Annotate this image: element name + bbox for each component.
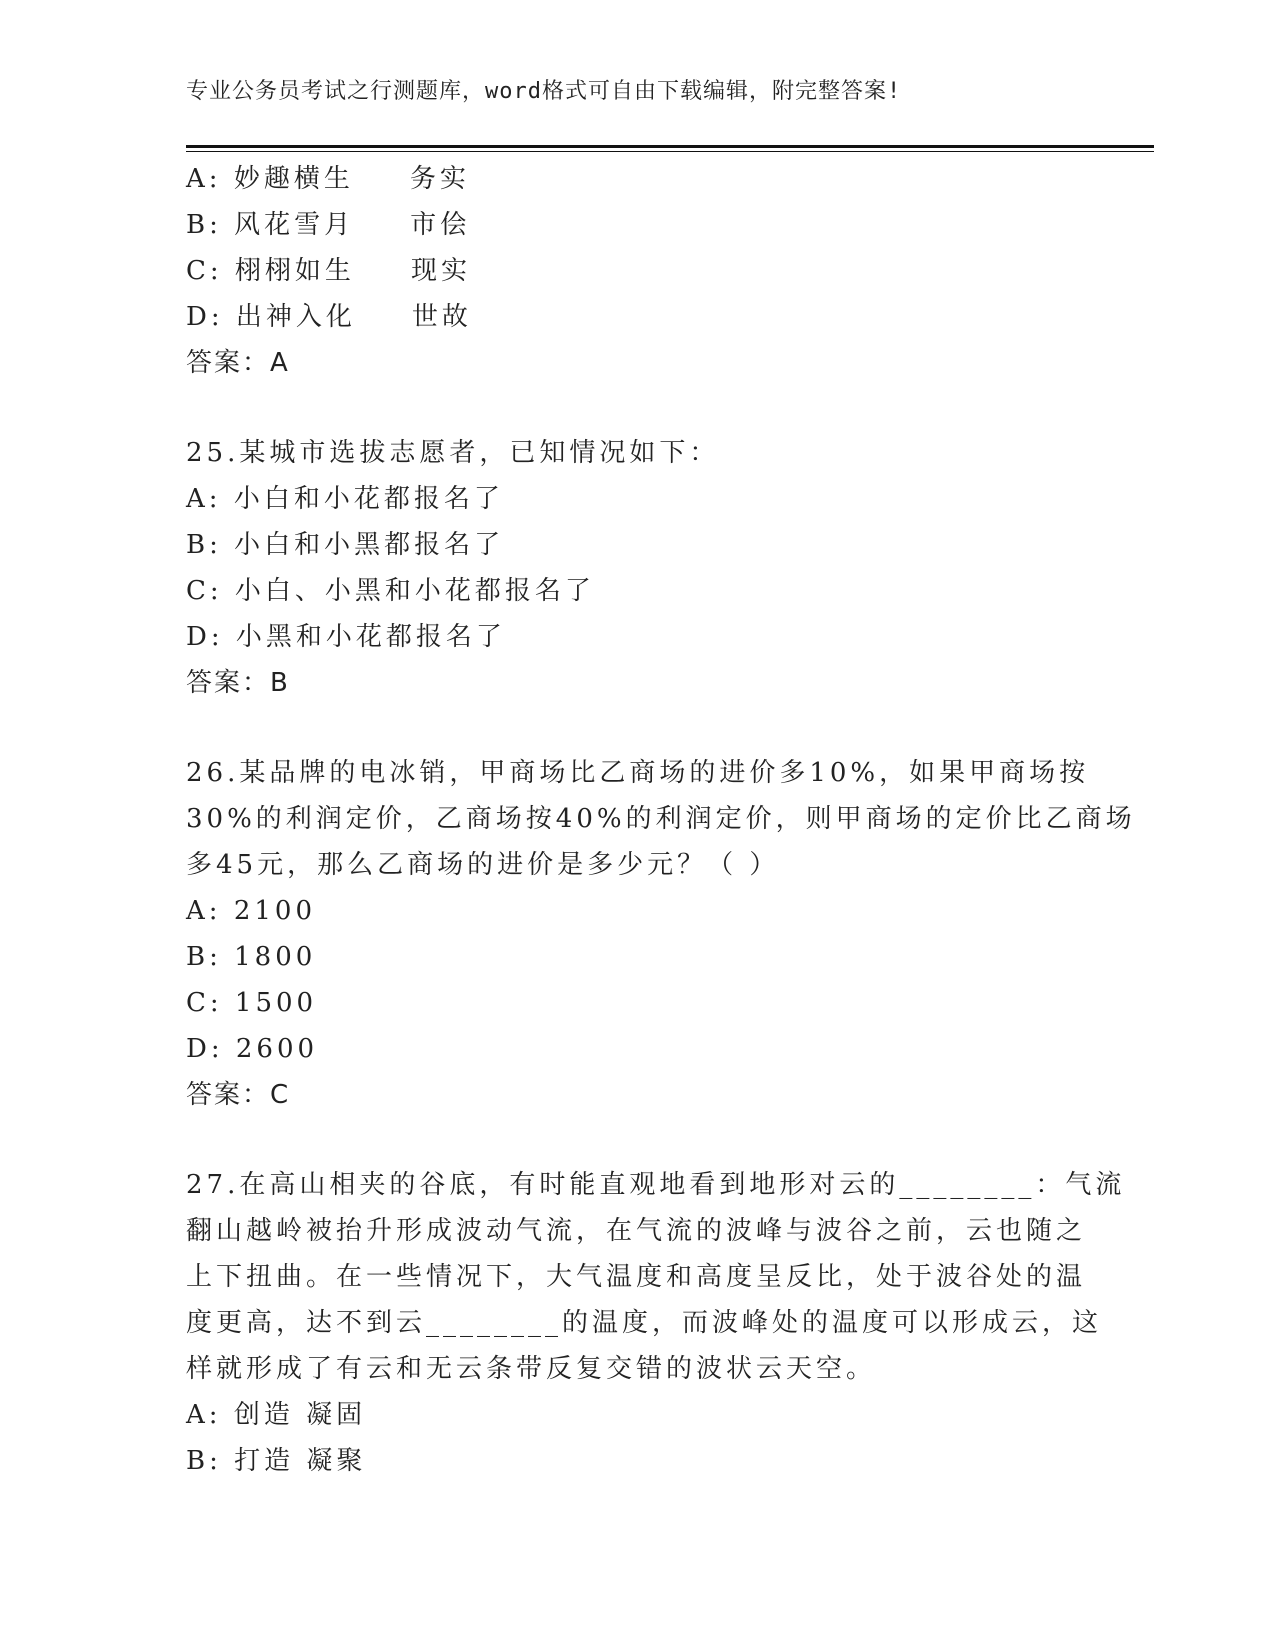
page-header: 专业公务员考试之行测题库，word格式可自由下载编辑，附完整答案! [186, 79, 902, 104]
question-stem-line: 26.某品牌的电冰销，甲商场比乙商场的进价多10%，如果甲商场按 [186, 758, 1090, 788]
option-b: B: 1800 [186, 942, 317, 972]
question-stem-line: 度更高，达不到云________的温度，而波峰处的温度可以形成云，这 [186, 1308, 1103, 1338]
question-stem-line: 30%的利润定价，乙商场按40%的利润定价，则甲商场的定价比乙商场 [186, 804, 1136, 834]
option-c: C: 栩栩如生 现实 [186, 256, 471, 286]
question-stem: 25.某城市选拔志愿者，已知情况如下： [186, 438, 720, 468]
header-divider-thick [186, 145, 1154, 148]
question-stem-line: 多45元，那么乙商场的进价是多少元？（ ） [186, 850, 780, 880]
option-c: C: 1500 [186, 988, 318, 1018]
option-b: B: 小白和小黑都报名了 [186, 530, 505, 560]
question-stem-line: 上下扭曲。在一些情况下，大气温度和高度呈反比，处于波谷处的温 [186, 1262, 1087, 1292]
answer: 答案：B [186, 668, 290, 698]
answer: 答案：C [186, 1080, 291, 1110]
question-stem-line: 样就形成了有云和无云条带反复交错的波状云天空。 [186, 1354, 877, 1384]
option-a: A: 创造 凝固 [186, 1400, 367, 1430]
option-b: B: 风花雪月 市侩 [186, 210, 471, 240]
option-d: D: 2600 [186, 1034, 319, 1064]
question-list [186, 156, 1136, 1484]
question-26 [186, 750, 1136, 1118]
option-c: C: 小白、小黑和小花都报名了 [186, 576, 595, 606]
question-27 [186, 1162, 1126, 1484]
question-stem-line: 27.在高山相夹的谷底，有时能直观地看到地形对云的________：气流 [186, 1170, 1126, 1200]
option-d: D: 小黑和小花都报名了 [186, 622, 506, 652]
answer: 答案：A [186, 348, 290, 378]
option-a: A: 妙趣横生 务实 [186, 164, 470, 194]
question-25 [186, 430, 1086, 706]
question-24 [186, 156, 1086, 386]
option-d: D: 出神入化 世故 [186, 302, 472, 332]
option-b: B: 打造 凝聚 [186, 1446, 367, 1476]
header-divider-thin [186, 151, 1154, 152]
option-a: A: 小白和小花都报名了 [186, 484, 504, 514]
option-a: A: 2100 [186, 896, 316, 926]
question-stem-line: 翻山越岭被抬升形成波动气流，在气流的波峰与波谷之前，云也随之 [186, 1216, 1087, 1246]
